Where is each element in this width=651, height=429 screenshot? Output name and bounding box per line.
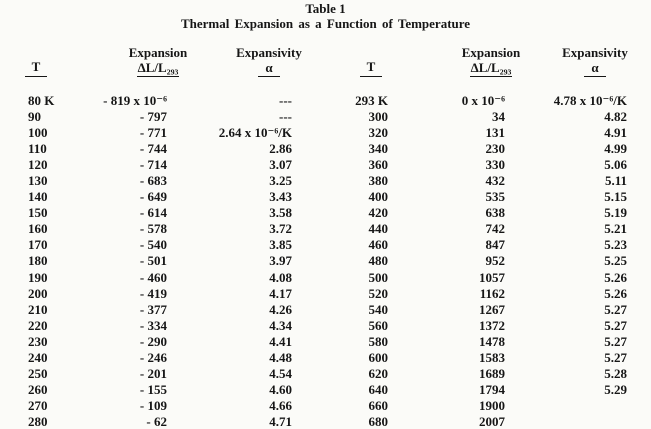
cell-expansion: - 246 xyxy=(139,349,167,365)
cell-expansivity: 2.86 xyxy=(269,141,292,157)
cell-expansion: - 683 xyxy=(139,173,167,189)
cell-expansion: - 649 xyxy=(139,189,167,205)
header-alpha-right: α xyxy=(584,60,605,77)
cell-expansion: - 744 xyxy=(139,141,167,157)
cell-t: 580 xyxy=(368,333,388,349)
cell-expansivity: 5.28 xyxy=(604,365,627,381)
cell-t: 160 xyxy=(28,221,48,237)
header-expansivity-left xyxy=(230,45,308,77)
cell-expansivity: 3.72 xyxy=(269,221,292,237)
cell-expansivity: 4.48 xyxy=(269,349,292,365)
cell-t: 190 xyxy=(28,269,48,285)
header-expansion-right xyxy=(453,45,529,75)
cell-expansivity xyxy=(505,398,627,414)
cell-expansivity: 4.71 xyxy=(269,413,292,429)
cell-expansion: - 334 xyxy=(139,317,167,333)
cell-expansion: - 155 xyxy=(139,381,167,397)
cell-expansivity: 4.99 xyxy=(604,141,627,157)
cell-t: 240 xyxy=(28,349,48,365)
cell-expansivity: 4.78 x 10⁻⁶/K xyxy=(553,93,627,108)
cell-t: 320 xyxy=(368,125,388,141)
cell-expansivity: 5.27 xyxy=(604,301,627,317)
header-expansion-left-symbol: ΔL/L₂₉₃ xyxy=(137,60,179,75)
cell-expansivity: 4.41 xyxy=(269,333,292,349)
cell-t: 480 xyxy=(368,253,388,269)
cell-expansion: 1372 xyxy=(479,317,505,333)
cell-expansivity xyxy=(505,414,627,429)
cell-expansivity: 3.58 xyxy=(269,205,292,221)
cell-expansivity: 5.27 xyxy=(604,317,627,333)
cell-t: 170 xyxy=(28,237,48,253)
cell-expansion: 847 xyxy=(485,237,505,253)
cell-expansivity: 5.23 xyxy=(604,237,627,253)
cell-expansivity: 4.08 xyxy=(269,269,292,285)
cell-t: 80 K xyxy=(28,93,55,108)
cell-t: 660 xyxy=(368,397,388,413)
header-expansivity-right xyxy=(556,45,634,77)
cell-expansion: 131 xyxy=(485,125,505,141)
cell-expansivity: 5.27 xyxy=(604,333,627,349)
table-right-grid xyxy=(345,93,627,429)
cell-expansivity: 4.34 xyxy=(269,317,292,333)
cell-expansivity: 5.11 xyxy=(604,173,627,189)
header-expansivity-left-word: Expansivity xyxy=(236,45,302,60)
cell-expansivity: 3.43 xyxy=(269,189,292,205)
cell-expansion: 2007 xyxy=(479,413,505,429)
table-left-grid xyxy=(25,93,292,429)
cell-t: 360 xyxy=(368,157,388,173)
cell-expansivity: 5.25 xyxy=(604,253,627,269)
table-label: Table 1 xyxy=(305,1,346,16)
cell-expansion: 535 xyxy=(485,189,505,205)
header-expansion-left xyxy=(120,45,196,75)
header-t-left-label: T xyxy=(25,60,47,77)
cell-t: 600 xyxy=(368,349,388,365)
cell-expansion: 1689 xyxy=(479,365,505,381)
cell-t: 90 xyxy=(28,109,41,125)
cell-expansivity: 4.66 xyxy=(269,397,292,413)
cell-t: 400 xyxy=(368,189,388,205)
cell-t: 260 xyxy=(28,381,48,397)
cell-expansivity: 4.26 xyxy=(269,301,292,317)
cell-expansivity: 4.54 xyxy=(269,365,292,381)
cell-t: 210 xyxy=(28,301,48,317)
cell-t: 520 xyxy=(368,285,388,301)
header-expansivity-right-word: Expansivity xyxy=(562,45,628,60)
cell-expansion: - 460 xyxy=(139,269,167,285)
cell-expansion: - 290 xyxy=(139,333,167,349)
cell-expansion: 638 xyxy=(485,205,505,221)
cell-expansivity: 3.85 xyxy=(269,237,292,253)
cell-expansion: - 377 xyxy=(139,301,167,317)
cell-expansion: 1162 xyxy=(479,285,505,301)
cell-expansivity: 5.27 xyxy=(604,349,627,365)
cell-t: 200 xyxy=(28,285,48,301)
cell-t: 280 xyxy=(28,413,48,429)
cell-expansivity: 4.17 xyxy=(269,285,292,301)
cell-t: 270 xyxy=(28,397,48,413)
cell-expansion: 0 x 10⁻⁶ xyxy=(461,93,505,108)
cell-t: 293 K xyxy=(355,93,388,108)
cell-expansion: 742 xyxy=(485,221,505,237)
cell-expansivity: 5.26 xyxy=(604,285,627,301)
cell-t: 420 xyxy=(368,205,388,221)
cell-expansivity: 5.19 xyxy=(604,205,627,221)
cell-t: 250 xyxy=(28,365,48,381)
cell-t: 140 xyxy=(28,189,48,205)
cell-expansivity: 5.15 xyxy=(604,189,627,205)
header-alpha-left: α xyxy=(258,60,279,77)
header-expansion-left-word: Expansion xyxy=(128,45,188,60)
header-t-right-label: T xyxy=(360,60,382,77)
cell-expansion: 432 xyxy=(485,173,505,189)
cell-t: 150 xyxy=(28,205,48,221)
cell-expansion: - 797 xyxy=(139,109,167,125)
cell-t: 640 xyxy=(368,381,388,397)
cell-expansivity: 3.07 xyxy=(269,157,292,173)
cell-expansivity: --- xyxy=(279,109,292,125)
table-title: Thermal Expansion as a Function of Temperature xyxy=(180,16,471,31)
cell-t: 540 xyxy=(368,301,388,317)
cell-expansivity: --- xyxy=(279,93,292,108)
cell-expansion: 230 xyxy=(485,141,505,157)
cell-t: 380 xyxy=(368,173,388,189)
cell-expansivity: 4.91 xyxy=(604,125,627,141)
header-expansion-right-symbol: ΔL/L₂₉₃ xyxy=(470,60,512,75)
cell-t: 460 xyxy=(368,237,388,253)
cell-t: 340 xyxy=(368,141,388,157)
header-expansion-right-word: Expansion xyxy=(461,45,521,60)
cell-expansion: 1267 xyxy=(479,301,505,317)
cell-t: 110 xyxy=(28,141,47,157)
cell-expansion: - 614 xyxy=(139,205,167,221)
cell-expansivity: 5.06 xyxy=(604,157,627,173)
cell-expansivity: 2.64 x 10⁻⁶/K xyxy=(218,125,292,141)
header-t-left xyxy=(25,60,47,77)
cell-expansivity: 3.97 xyxy=(269,253,292,269)
cell-expansion: - 714 xyxy=(139,157,167,173)
cell-expansion: - 771 xyxy=(139,125,167,141)
cell-t: 230 xyxy=(28,333,48,349)
cell-t: 120 xyxy=(28,157,48,173)
cell-expansion: - 62 xyxy=(146,413,167,429)
cell-expansion: 1794 xyxy=(479,381,505,397)
cell-expansivity: 5.21 xyxy=(604,221,627,237)
cell-t: 220 xyxy=(28,317,48,333)
cell-t: 560 xyxy=(368,317,388,333)
cell-expansion: 1900 xyxy=(479,397,505,413)
cell-t: 130 xyxy=(28,173,48,189)
cell-expansivity: 4.82 xyxy=(604,109,627,125)
cell-t: 620 xyxy=(368,365,388,381)
cell-t: 500 xyxy=(368,269,388,285)
cell-expansion: 330 xyxy=(485,157,505,173)
cell-expansion: 1583 xyxy=(479,349,505,365)
cell-expansion: - 578 xyxy=(139,221,167,237)
cell-t: 680 xyxy=(368,413,388,429)
cell-t: 180 xyxy=(28,253,48,269)
cell-expansion: 1478 xyxy=(479,333,505,349)
cell-expansion: 1057 xyxy=(479,269,505,285)
cell-expansion: - 419 xyxy=(139,285,167,301)
cell-t: 100 xyxy=(28,125,48,141)
cell-expansion: - 501 xyxy=(139,253,167,269)
cell-expansivity: 4.60 xyxy=(269,381,292,397)
cell-t: 300 xyxy=(368,109,388,125)
cell-expansion: - 201 xyxy=(139,365,167,381)
cell-expansion: - 819 x 10⁻⁶ xyxy=(103,93,167,108)
cell-expansion: 34 xyxy=(492,109,505,125)
cell-expansion: 952 xyxy=(485,253,505,269)
cell-expansivity: 3.25 xyxy=(269,173,292,189)
cell-expansion: - 109 xyxy=(139,397,167,413)
cell-expansivity: 5.29 xyxy=(604,381,627,397)
cell-expansivity: 5.26 xyxy=(604,269,627,285)
cell-t: 440 xyxy=(368,221,388,237)
cell-expansion: - 540 xyxy=(139,237,167,253)
header-t-right xyxy=(360,60,382,77)
